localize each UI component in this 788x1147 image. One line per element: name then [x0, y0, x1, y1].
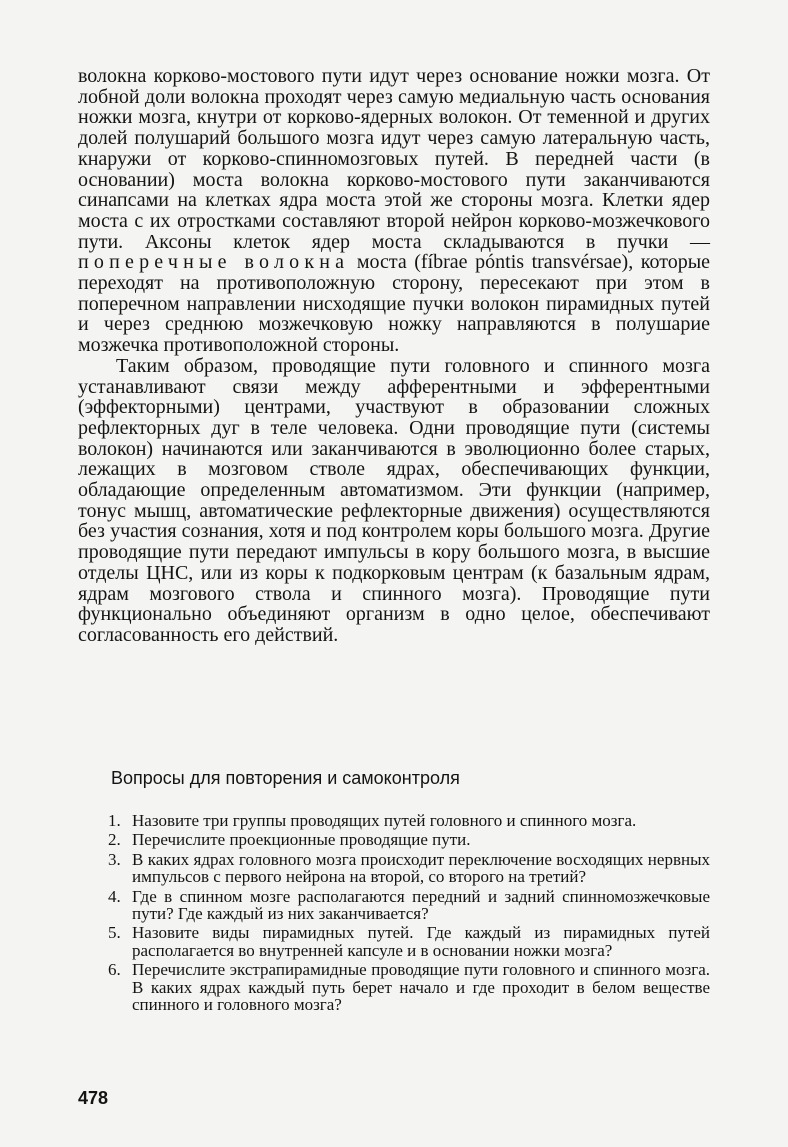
question-text: Где в спинном мозге располагаются передний и задний спинномозжечковые пути? Где каждый из них заканчивается?	[132, 886, 710, 924]
question-text: В каких ядрах головного мозга происходит переключение восходящих нервных импульсов с первого нейрона на второй, со второго на третий?	[132, 849, 710, 887]
question-text: Перечислите экстрапирамидные проводящие пути головного и спинного мозга. В каких ядрах каждый путь берет начало и где проходит в белом веществе спинного и головного мозга?	[132, 960, 710, 1015]
review-questions-list	[108, 812, 710, 1015]
question-number: 6.	[108, 960, 121, 980]
list-item	[108, 888, 710, 923]
spaced-term: поперечные волокна	[78, 251, 350, 274]
question-number: 5.	[108, 923, 121, 943]
paragraph-summary: Таким образом, проводящие пути головного и спинного мозга устанавливают связи между афферентными и эфферентными (эффекторными) центрами, участвуют в образовании сложных рефлекторных дуг в теле человека. Одни проводящие пути (системы волокон) начинаются или заканчиваются в эволюционно более старых, лежащих в мозговом стволе ядрах, обеспечивающих функции, обладающие определенным автоматизмом. Эти функции (например, тонус мышц, автоматические рефлекторные движения) осуществляются без участия сознания, хотя и под контролем коры большого мозга. Другие проводящие пути передают импульсы в кору большого мозга, в высшие отделы ЦНС, или из коры к подкорковым центрам (к базальным ядрам, ядрам мозгового ствола и спинного мозга). Проводящие пути функционально объединяют организм в одно целое, обеспечивают согласованность его действий.	[78, 354, 710, 646]
list-item	[108, 812, 710, 829]
question-text: Назовите три группы проводящих путей головного и спинного мозга.	[132, 811, 637, 830]
list-item	[108, 924, 710, 959]
question-text: Перечислите проекционные проводящие пути.	[132, 830, 471, 850]
page-number: 478	[78, 1088, 109, 1108]
paragraph-text: моста (fíbrae póntis transvérsae), которые переходят на противоположную сторону, пересекают при этом в поперечном направлении нисходящие пучки волокон пирамидных путей и через среднюю мозжечковую ножку направляются в полушарие мозжечка противоположной стороны.	[78, 251, 711, 357]
question-number: 3.	[108, 849, 121, 869]
question-number: 2.	[108, 830, 121, 850]
list-item	[108, 831, 710, 848]
question-text: Назовите виды пирамидных путей. Где каждый из пирамидных путей располагается во внутренней капсуле и в основании ножки мозга?	[132, 923, 710, 960]
list-item	[108, 961, 710, 1013]
paragraph-text: волокна корково-мостового пути идут через основание ножки мозга. От лобной доли волокна проходят через самую медиальную часть основания ножки мозга, кнутри от корково-ядерных волокон. От теменной и других долей полушарий большого мозга идут через самую латеральную часть, кнаружи от корково-спинномозговых путей. В передней части (в основании) моста волокна корково-мостового пути заканчиваются синапсами на клетках ядра моста этой же стороны мозга. Клетки ядер моста с их отростками составляют второй нейрон корково-мозжечкового пути. Аксоны клеток ядер моста складываются в пучки —	[78, 65, 710, 253]
question-number: 4.	[108, 886, 121, 906]
question-number: 1.	[108, 811, 121, 830]
list-item	[108, 851, 710, 886]
paragraph-pontine-fibers	[78, 66, 710, 356]
section-title: Вопросы для повторения и самоконтроля	[111, 768, 460, 788]
body-text	[78, 66, 710, 646]
